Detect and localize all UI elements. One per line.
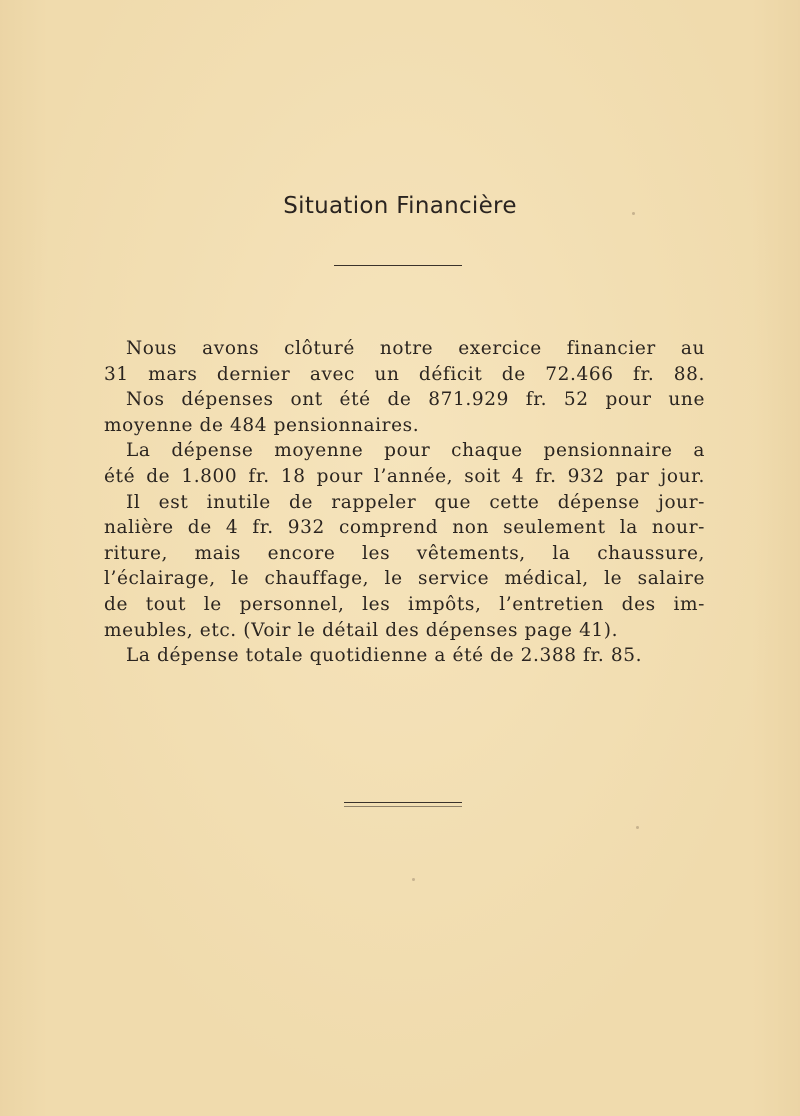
text-line: nalière de 4 fr. 932 comprend non seulement la nour- <box>104 517 705 539</box>
text-line: riture, mais encore les vêtements, la chaussure, <box>104 542 705 564</box>
paper-speck <box>632 212 635 215</box>
text-line: moyenne de 484 pensionnaires. <box>104 414 420 436</box>
end-divider <box>344 802 462 803</box>
text-line: La dépense totale quotidienne a été de 2.388 fr. 85. <box>126 645 643 667</box>
text-line: Nous avons clôturé notre exercice financier au <box>126 338 705 359</box>
page-title: Situation Financière <box>283 193 517 219</box>
text-line: de tout le personnel, les impôts, l’entretien des im- <box>104 593 705 615</box>
text-line: été de 1.800 fr. 18 pour l’année, soit 4 fr. 932 par jour. <box>104 465 705 487</box>
paper-speck <box>412 878 415 881</box>
body-text <box>104 336 705 669</box>
text-line: La dépense moyenne pour chaque pensionnaire a <box>126 440 705 462</box>
text-line: Il est inutile de rappeler que cette dépense jour- <box>126 491 705 513</box>
text-line: l’éclairage, le chauffage, le service médical, le salaire <box>104 568 705 590</box>
paper-speck <box>636 826 639 829</box>
title-divider <box>334 265 462 266</box>
text-line: Nos dépenses ont été de 871.929 fr. 52 pour une <box>126 389 705 411</box>
text-line: meubles, etc. (Voir le détail des dépenses page 41). <box>104 619 619 641</box>
text-line: 31 mars dernier avec un déficit de 72.466 fr. 88. <box>104 363 705 385</box>
